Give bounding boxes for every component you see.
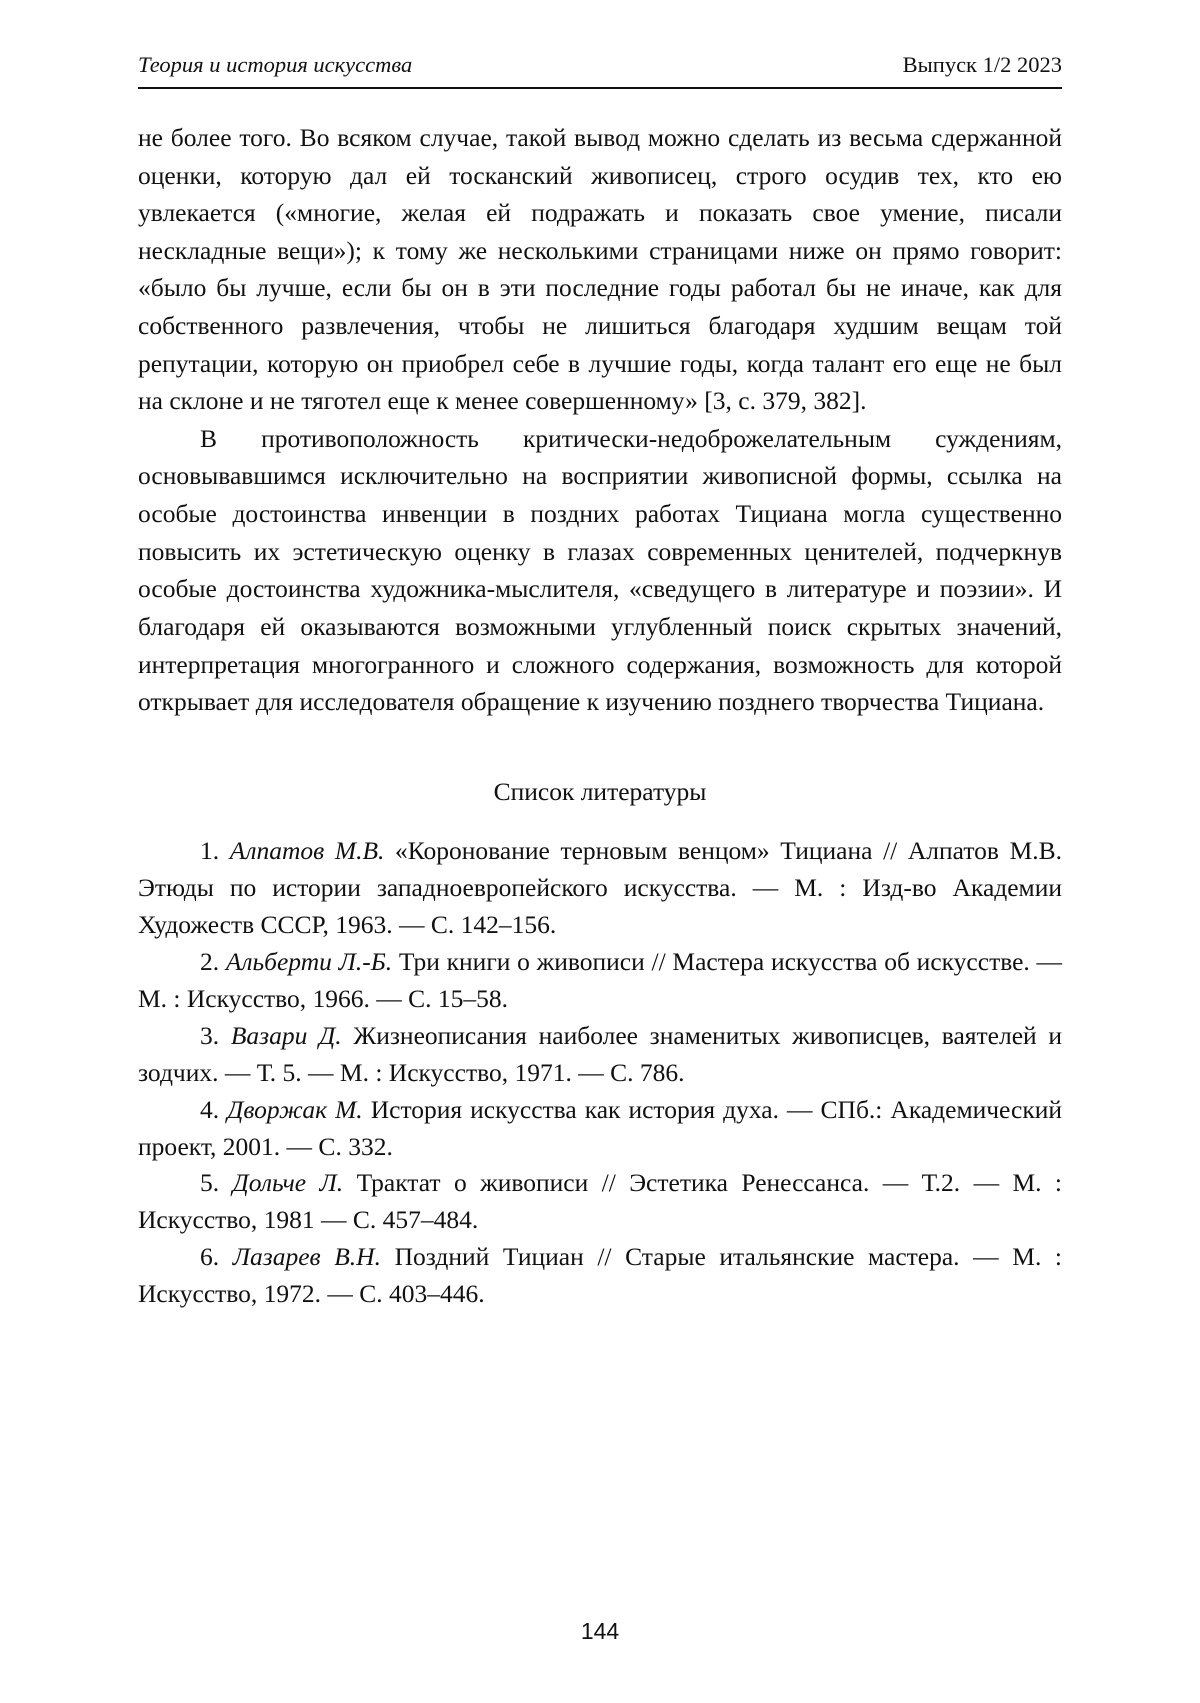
reference-text: Три книги о живописи // Мастера искусства об искусстве. — М. : Искусство, 1966. — С. 15–58. bbox=[138, 946, 1063, 1013]
reference-text: Трактат о живописи // Эстетика Ренессанса. — Т.2. — М. : Искусство, 1981 — С. 457–484. bbox=[138, 1168, 1063, 1235]
header-divider bbox=[138, 87, 1062, 89]
reference-number: 3. bbox=[200, 1020, 220, 1050]
reference-number: 6. bbox=[200, 1242, 220, 1272]
reference-number: 5. bbox=[200, 1168, 220, 1198]
reference-text: «Коронование терновым венцом» Тициана // Алпатов М.В. Этюды по истории западноевропейского искусства. — М. : Изд-во Академии Художеств СССР, 1963. — С. 142–156. bbox=[138, 835, 1063, 939]
reference-item bbox=[138, 833, 1062, 944]
reference-item bbox=[138, 1239, 1062, 1313]
reference-text: Жизнеописания наиболее знаменитых живописцев, ваятелей и зодчих. — Т. 5. — М. : Искусство, 1971. — С. 786. bbox=[138, 1020, 1063, 1087]
reference-item bbox=[138, 1092, 1062, 1166]
paragraph: В противоположность критически-недоброжелательным суждениям, основывавшимся исключительно на восприятии живописной формы, ссылка на особые достоинства инвенции в поздних работах Тициана могла существенно повысить их эстетическую оценку в глазах современных ценителей, подчеркнув особые достоинства художника-мыслителя, «сведущего в литературе и поэзии». И благодаря ей оказываются возможными углубленный поиск скрытых значений, интерпретация многогранного и сложного содержания, возможность для которой открывает для исследователя обращение к изучению позднего творчества Тициана. bbox=[138, 423, 1062, 717]
reference-item bbox=[138, 1018, 1062, 1092]
reference-author: Альберти Л.-Б. bbox=[225, 946, 393, 976]
running-head-right: Выпуск 1/2 2023 bbox=[902, 52, 1062, 77]
references-list bbox=[138, 833, 1062, 1314]
reference-number: 4. bbox=[200, 1094, 220, 1124]
reference-item bbox=[138, 1165, 1062, 1239]
page-number: 144 bbox=[580, 1618, 620, 1644]
reference-text: Поздний Тициан // Старые итальянские мастера. — М. : Искусство, 1972. — С. 403–446. bbox=[138, 1242, 1063, 1309]
running-head bbox=[138, 52, 1062, 87]
reference-author: Дольче Л. bbox=[232, 1168, 344, 1198]
references-heading: Список литературы bbox=[493, 776, 707, 806]
reference-author: Алпатов М.В. bbox=[229, 835, 385, 865]
reference-item bbox=[138, 944, 1062, 1018]
reference-author: Дворжак М. bbox=[227, 1094, 363, 1124]
reference-author: Вазари Д. bbox=[230, 1020, 342, 1050]
running-head-left: Теория и история искусства bbox=[138, 52, 413, 77]
reference-number: 2. bbox=[200, 946, 220, 976]
reference-author: Лазарев В.Н. bbox=[232, 1242, 381, 1272]
body-text bbox=[138, 119, 1062, 721]
reference-text: История искусства как история духа. — СПб.: Академический проект, 2001. — С. 332. bbox=[138, 1094, 1063, 1161]
paragraph-continuation: не более того. Во всяком случае, такой вывод можно сделать из весьма сдержанной оценки, которую дал ей тосканский живописец, строго осудив тех, кто ею увлекается («многие, желая ей подражать и показать свое умение, писали нескладные вещи»); к тому же несколькими страницами ниже он прямо говорит: «было бы лучше, если бы он в эти последние годы работал бы не иначе, как для собственного развлечения, чтобы не лишиться благодаря худшим вещам той репутации, которую он приобрел себе в лучшие годы, когда талант его еще не был на склоне и не тяготел еще к менее совершенному» [3, с. 379, 382]. bbox=[138, 123, 1062, 416]
reference-number: 1. bbox=[200, 835, 220, 865]
